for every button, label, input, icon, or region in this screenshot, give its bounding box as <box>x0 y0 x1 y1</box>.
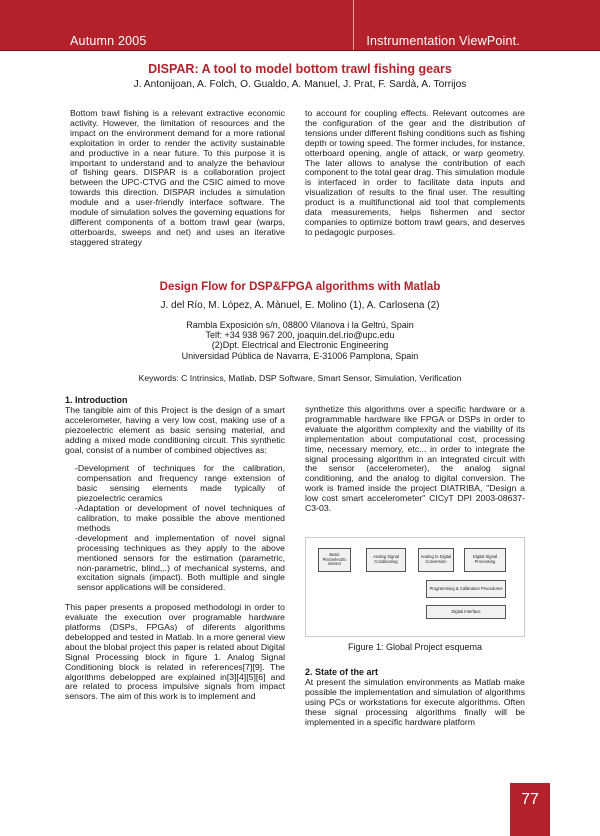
section-heading-introduction: 1. Introduction <box>65 395 128 405</box>
block-analog-conditioning: Analog Signal Conditioning <box>366 548 406 572</box>
article2-title: Design Flow for DSP&FPGA algorithms with Matlab <box>159 281 441 293</box>
block-programming-calibration: Programming & Calibration Procedures <box>426 580 506 598</box>
article1-authors: J. Antonijoan, A. Folch, O. Gualdo, A. Manuel, J. Prat, F. Sardà, A. Torrijos <box>133 79 467 90</box>
article1-column-left <box>70 109 285 248</box>
article2-column-left <box>65 396 285 702</box>
affiliation-line: Universidad Pública de Navarra, E-31006 Pamplona, Spain <box>181 350 419 361</box>
intro-paragraph-2: This paper presents a proposed methodologi in order to evaluate the execution over programable hardware platforms (DSPs, FPGAs) of diferents algorithms debelopped and tested in Matlab. In a more general view about the blobal project this paper is related about Digital Signal Processing block in figure 1. Analog Signal Conditioning block is related in references[7][9]. The algorithms debelopped are explained in[3][4][5][6] and are related to process impulsive signals from impact sensors. The aim of this work is to implement and <box>65 602 285 702</box>
article1-text-right: to account for coupling effects. Relevant outcomes are the configuration of the gear and the distribution of tensions under different fishing conditions such as fishing depth or towing speed. The former includes, for instance, otterboard opening, angle of attack, or warp geometry. The later allows to analyse the contribution of each component to the total gear drag. This simulation module is interfaced in order to facilitate data inputs and visualization of results to the final user. The resulting product is a multifunctional aid tool that complements data measurements, helps fishermen and sector companies to optimize bottom trawl gears, and deserves to pedagogic purposes. <box>305 108 525 237</box>
block-basic-sensor: Basic Piezoelectric Sensor <box>318 548 351 572</box>
magazine-name: Instrumentation ViewPoint. <box>366 34 520 48</box>
affiliation-line: Rambla Exposición s/n, 08800 Vilanova i la Geltrú, Spain <box>186 320 414 330</box>
right-paragraph-1: synthetize this algorithms over a specific hardware or a programmable hardware like FPGA or DSPs in order to evaluate the algorithm complexity and the viability of its implementation about computational cost, processing time, necessary memory, etc... in order to integrate the signal processing algorithm in an integrated circuit with the sensor (accelerometer), the analog signal conditioning, and the analog to digital conversion. The work is framed inside the project DIATRIBA, "Design a low cost smart accelerometer" CICyT DPI 2003-08637-C3-03. <box>305 404 525 514</box>
article2-affiliations <box>0 320 600 361</box>
objective-item: -development and implementation of novel signal processing techniques as they apply to the above mentioned sensors for the estimation (parametric, non-parametric, blind,..) of mechanical systems, and excitation signals (impact). Both multiple and single sensor applications will be considered. <box>75 532 285 593</box>
block-digital-interface: Digital Interface <box>426 605 506 619</box>
section-heading-state-of-art: 2. State of the art <box>305 667 379 677</box>
article2-column-right <box>305 405 525 514</box>
article1-column-right <box>305 109 525 238</box>
issue-label: Autumn 2005 <box>70 34 147 48</box>
affiliation-line: Telf: +34 938 967 200, joaquin.del.rio@upc.edu <box>205 330 395 341</box>
intro-paragraph-1: The tangible aim of this Project is the design of a smart accelerometer, having a very low cost, making use of a piezoelectric element as basic sensing material, and adding a mixed mode conditioning circuit. This synthetic goal, consist of a number of combined objectives as: <box>65 404 285 455</box>
figure-global-project <box>305 537 525 637</box>
keywords: Keywords: C Intrinsics, Matlab, DSP Software, Smart Sensor, Simulation, Verification <box>138 373 462 383</box>
page-number: 77 <box>521 791 539 808</box>
block-dsp: Digital Signal Processing <box>464 548 506 572</box>
article2-column-right-bottom <box>305 668 525 727</box>
affiliation-line: (2)Dpt. Electrical and Electronic Engineering <box>211 340 389 351</box>
figure-caption: Figure 1: Global Project esquema <box>347 642 483 652</box>
article2-authors: J. del Río, M. López, A. Mànuel, E. Molino (1), A. Carlosena (2) <box>160 300 440 311</box>
state-paragraph-1: At present the simulation environments as Matlab make possible the implementation and simulation of algorithms using PCs or workstations for execute algorithms. Often these signal processing algorithms finally will be implemented in a specific hardware platform <box>305 676 525 727</box>
header-rule <box>0 50 600 51</box>
objective-item: -Development of techniques for the calibration, compensation and frequency range extension of basic sensing elements made typically of piezoelectric ceramics <box>75 463 285 504</box>
objective-item: -Adaptation or development of novel techniques of calibration, to make possible the above mentioned methods <box>75 503 285 533</box>
article1-text-left: Bottom trawl fishing is a relevant extractive economic activity. However, the limitation of resources and the impact on the environment demand for a more rational exploitation in order to render the activity sustainable and productive in a near future. To this purpose it is important to understand and to analyze the behaviour of fishing gears. DISPAR is a collaboration project between the UPC-CTVG and the CSIC aimed to move towards this direction. DISPAR includes a simulation module and a user-friendly interface software. The module of simulation solves the governing equations for different components of a bottom trawl gear (warps, otterboards, sweeps and net) and uses an iterative staggered strategy <box>70 108 285 247</box>
article1-title: DISPAR: A tool to model bottom trawl fishing gears <box>148 62 452 76</box>
header-divider <box>353 0 354 50</box>
block-ad-conversion: Analog to Digital Conversion <box>418 548 454 572</box>
